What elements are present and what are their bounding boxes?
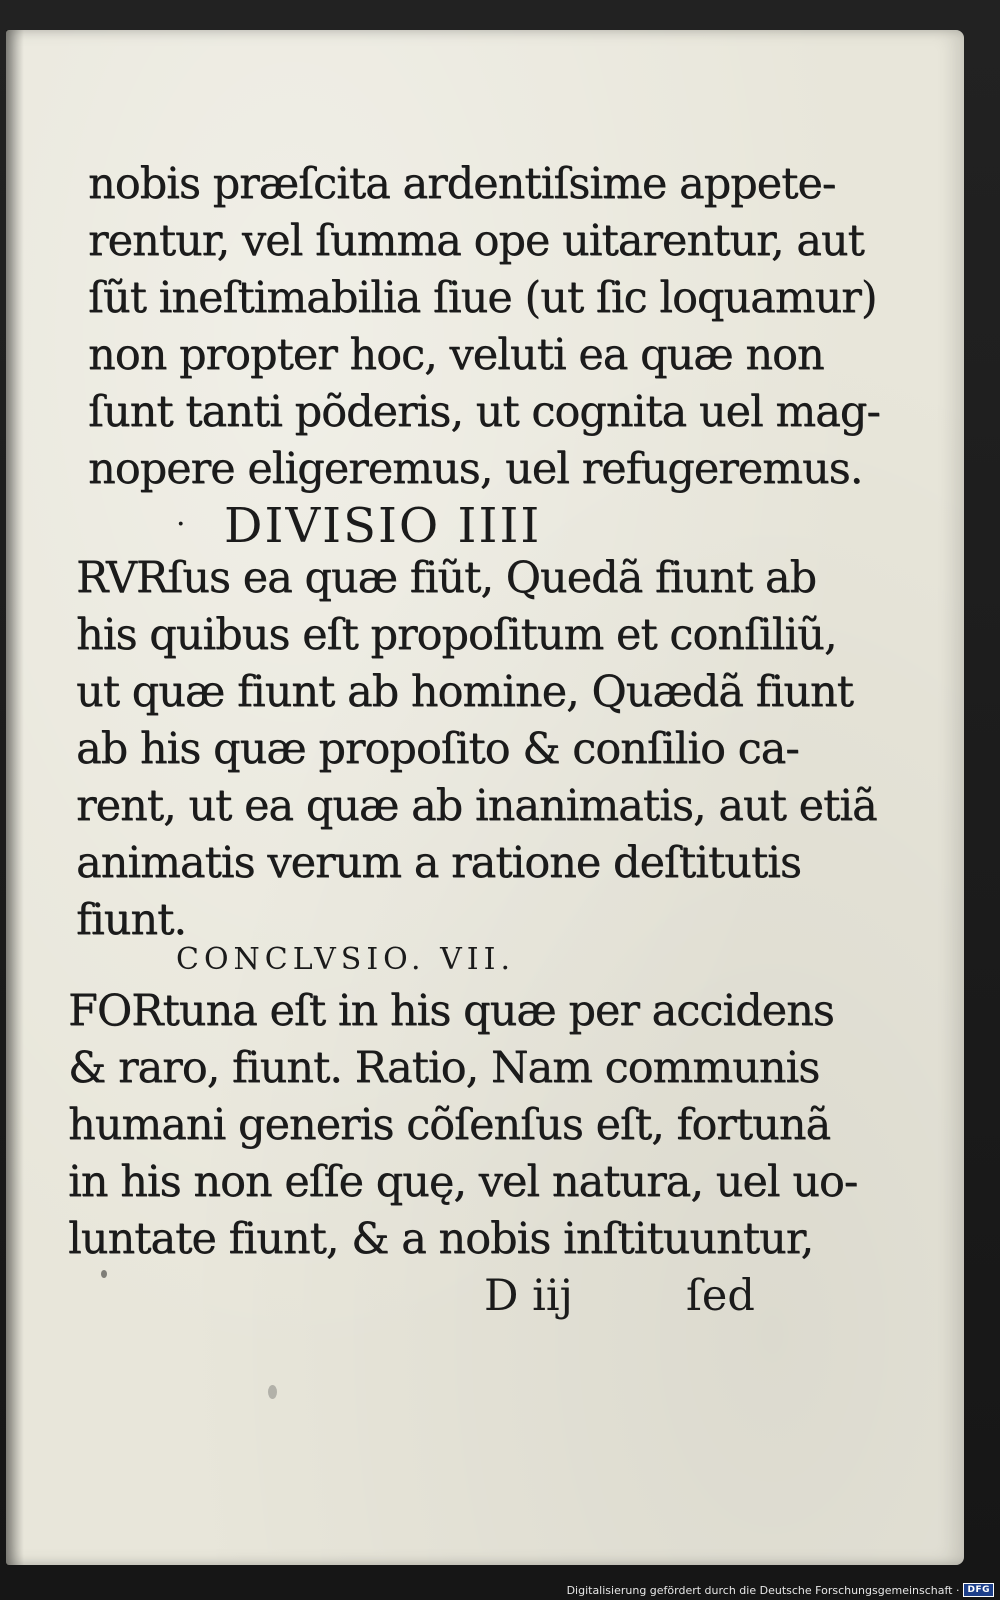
text-line: rentur, vel ſumma ope uitarentur, aut <box>88 216 864 266</box>
dfg-logo-icon: DFG <box>963 1583 994 1597</box>
text-line: nobis præſcita ardentiſsime appete- <box>88 159 836 209</box>
text-line: non propter hoc, veluti ea quæ non <box>88 330 824 380</box>
ink-speck <box>268 1385 277 1399</box>
heading-ornament: · <box>176 507 186 542</box>
text-line: in his non eſſe quę, vel natura, uel uo- <box>68 1157 858 1207</box>
text-line: nopere eligeremus, uel refugeremus. <box>88 444 863 494</box>
signature-mark: D iij <box>484 1271 573 1321</box>
text-line: ſunt tanti põderis, ut cognita uel mag- <box>88 387 880 437</box>
catchword: ſed <box>686 1271 755 1321</box>
text-line: luntate fiunt, & a nobis inſtituuntur, <box>68 1214 814 1264</box>
text-line: ſũt ineſtimabilia ſiue (ut ſic loquamur) <box>88 273 877 323</box>
credit-text: Digitalisierung gefördert durch die Deutsche Forschungsgemeinschaft · <box>566 1583 960 1597</box>
section-heading-conclusio: CONCLVSIO. VII. <box>176 942 515 977</box>
book-page <box>6 30 964 1565</box>
text-line: ut quæ fiunt ab homine, Quædã fiunt <box>76 667 853 717</box>
text-line: FORtuna eſt in his quæ per accidens <box>68 986 834 1036</box>
text-line: fiunt. <box>76 895 187 945</box>
text-line: humani generis cõſenſus eſt, fortunã <box>68 1100 831 1150</box>
text-line: animatis verum a ratione deſtitutis <box>76 838 801 888</box>
text-line: ab his quæ propoſito & conſilio ca- <box>76 724 799 774</box>
section-heading-divisio: DIVISIO IIII <box>224 498 542 554</box>
text-line: RVRſus ea quæ fiũt, Quedã fiunt ab <box>76 553 817 603</box>
text-line: his quibus eſt propoſitum et conſiliũ, <box>76 610 837 660</box>
text-line: rent, ut ea quæ ab inanimatis, aut etiã <box>76 781 877 831</box>
digitization-credit <box>567 1583 994 1597</box>
ink-speck <box>101 1270 107 1278</box>
text-line: & raro, fiunt. Ratio, Nam communis <box>68 1043 820 1093</box>
